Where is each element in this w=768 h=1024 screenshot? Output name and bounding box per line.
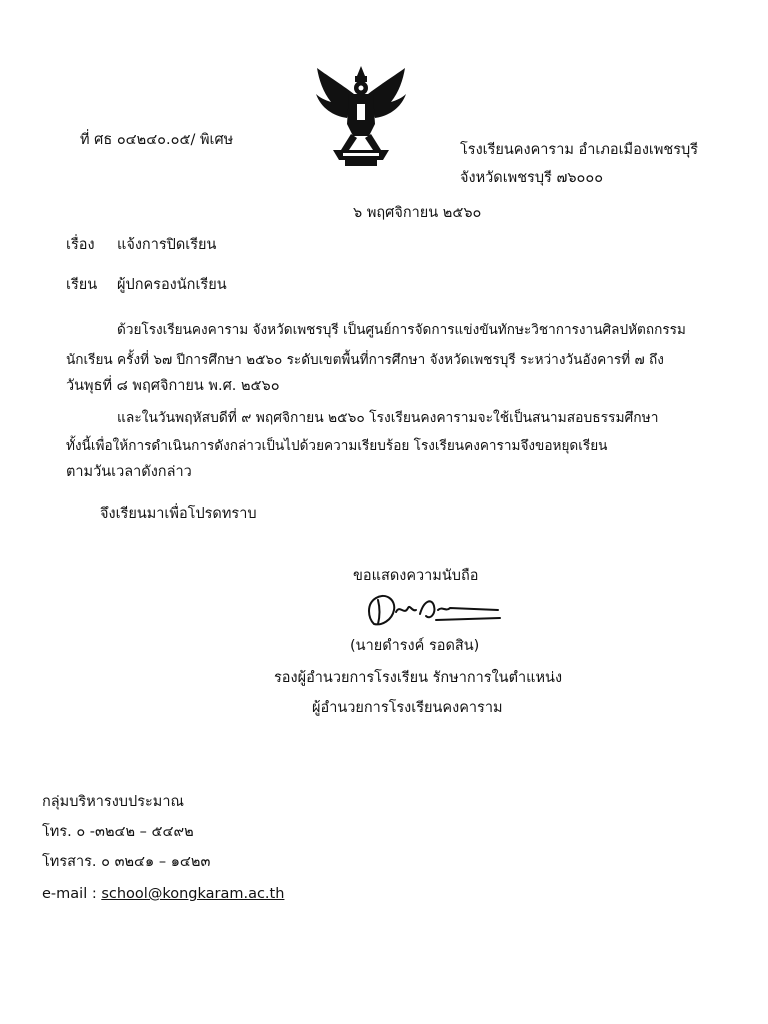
footer-phone: โทร. ๐ -๓๒๔๒ – ๕๔๙๒ [42,824,194,840]
signer-name: (นายดำรงค์ รอดสิน) [350,638,480,654]
signer-position-line2: ผู้อำนวยการโรงเรียนคงคาราม [312,700,503,716]
body-paragraph-1-line-1: ด้วยโรงเรียนคงคาราม จังหวัดเพชรบุรี เป็นศูนย์การจัดการแข่งขันทักษะวิชาการงานศิลปหัตถกรรม [117,322,686,338]
footer-department: กลุ่มบริหารงบประมาณ [42,794,184,810]
recipient-label: เรียน [66,277,98,293]
signer-position-line1: รองผู้อำนวยการโรงเรียน รักษาการในตำแหน่ง [274,670,563,686]
body-paragraph-2-line-1: และในวันพฤหัสบดีที่ ๙ พฤศจิกายน ๒๕๖๐ โรงเรียนคงคารามจะใช้เป็นสนามสอบธรรมศึกษา [117,410,659,426]
reference-number: ที่ ศธ ๐๔๒๔๐.๐๕/ พิเศษ [80,132,234,148]
subject-label: เรื่อง [66,237,95,253]
recipient-text: ผู้ปกครองนักเรียน [117,277,227,293]
footer-email-row [42,884,284,904]
closing-request: จึงเรียนมาเพื่อโปรดทราบ [100,506,257,522]
subject-text: แจ้งการปิดเรียน [117,237,217,253]
footer-fax: โทรสาร. ๐ ๓๒๔๑ – ๑๔๒๓ [42,854,211,870]
body-paragraph-1-line-3: วันพุธที่ ๘ พฤศจิกายน พ.ศ. ๒๕๖๐ [66,378,280,394]
footer-email-label: e-mail : [42,886,102,902]
letter-date: ๖ พฤศจิกายน ๒๕๖๐ [353,205,482,221]
garuda-emblem-icon [311,64,411,168]
school-address-line2: จังหวัดเพชรบุรี ๗๖๐๐๐ [460,170,604,186]
footer-email-link[interactable]: school@kongkaram.ac.th [101,886,285,902]
body-paragraph-2-line-3: ตามวันเวลาดังกล่าว [66,464,192,480]
body-paragraph-1-line-2: นักเรียน ครั้งที่ ๖๗ ปีการศึกษา ๒๕๖๐ ระดับเขตพื้นที่การศึกษา จังหวัดเพชรบุรี ระหว่างวันอังคารที่ ๗ ถึง [66,352,664,368]
body-paragraph-2-line-2: ทั้งนี้เพื่อให้การดำเนินการดังกล่าวเป็นไปด้วยความเรียบร้อย โรงเรียนคงคารามจึงขอหยุดเรียน [66,438,608,454]
school-address-line1: โรงเรียนคงคาราม อำเภอเมืองเพชรบุรี [460,142,699,158]
regards: ขอแสดงความนับถือ [353,568,479,584]
signature-icon [360,590,505,630]
